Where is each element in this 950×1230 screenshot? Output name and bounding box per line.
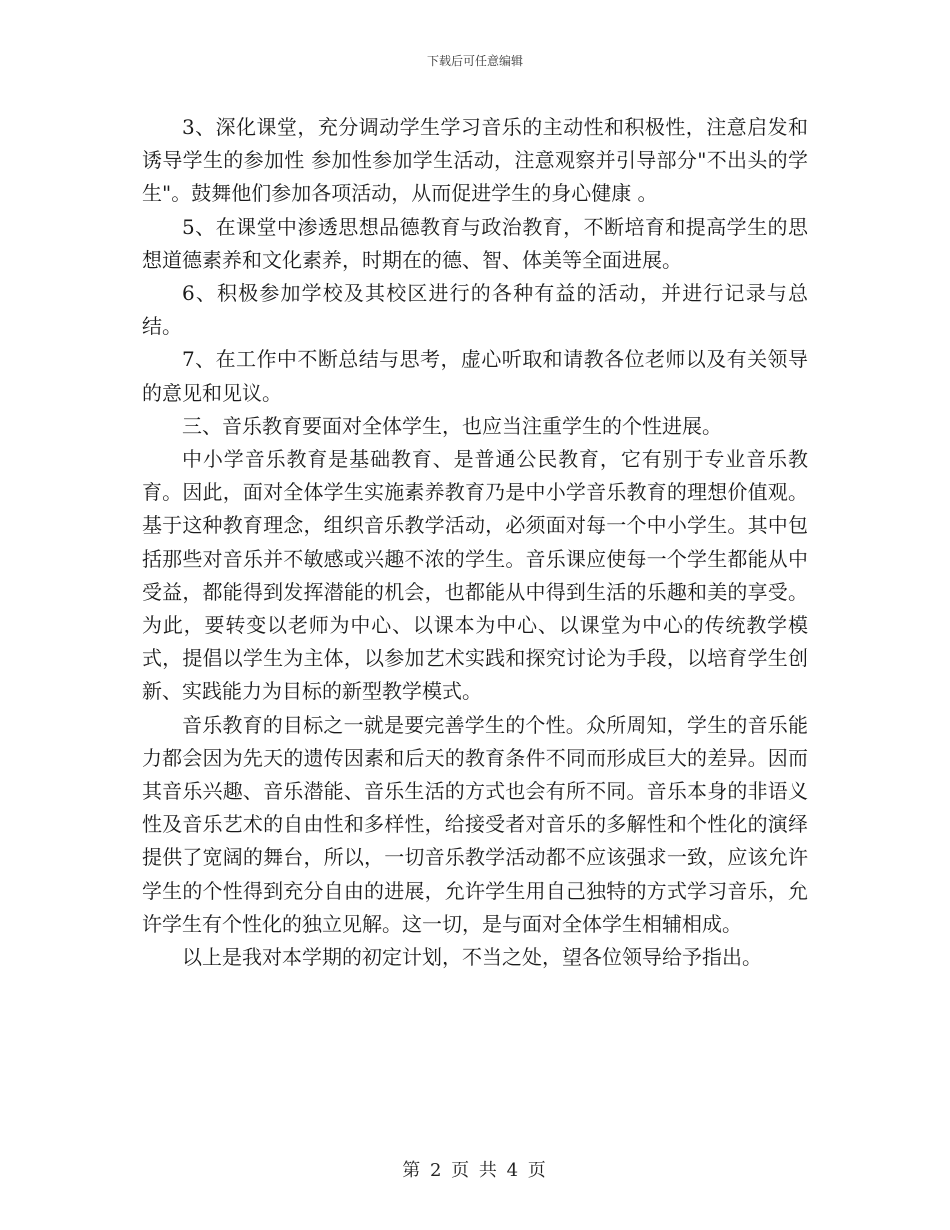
paragraph-music-education: 中小学音乐教育是基础教育、是普通公民教育，它有别于专业音乐教育。因此，面对全体学生实施素养教育乃是中小学音乐教育的理想价值观。基于这种教育理念，组织音乐教学活动，必须面对每一个中小学生。其中包括那些对音乐并不敏感或兴趣不浓的学生。音乐课应使每一个学生都能从中受益，都能得到发挥潜能的机会，也都能从中得到生活的乐趣和美的享受。为此，要转变以老师为中心、以课本为中心、以课堂为中心的传统教学模式，提倡以学生为主体，以参加艺术实践和探究讨论为手段，以培育学生创新、实践能力为目标的新型教学模式。	[142, 447, 808, 704]
paragraph-item-7: 7、在工作中不断总结与思考，虚心听取和请教各位老师以及有关领导的意见和见议。	[142, 347, 808, 405]
document-body	[142, 111, 808, 974]
paragraph-closing: 以上是我对本学期的初定计划，不当之处，望各位领导给予指出。	[182, 945, 762, 970]
page-number-footer: 第 2 页 共 4 页	[402, 1160, 548, 1181]
paragraph-item-3: 3、深化课堂，充分调动学生学习音乐的主动性和积极性，注意启发和诱导学生的参加性 参加性参加学生活动，注意观察并引导部分"不出头的学生"。鼓舞他们参加各项活动，从而促进学生的身心健康 。	[142, 115, 808, 206]
paragraph-item-6: 6、积极参加学校及其校区进行的各种有益的活动，并进行记录与总结。	[142, 281, 808, 339]
page-header: 下载后可任意编辑	[426, 54, 523, 68]
paragraph-personality: 音乐教育的目标之一就是要完善学生的个性。众所周知，学生的音乐能力都会因为先天的遗传因素和后天的教育条件不同而形成巨大的差异。因而其音乐兴趣、音乐潜能、音乐生活的方式也会有所不同。音乐本身的非语义性及音乐艺术的自由性和多样性，给接受者对音乐的多解性和个性化的演绎提供了宽阔的舞台，所以，一切音乐教学活动都不应该强求一致，应该允许学生的个性得到充分自由的进展，允许学生用自己独特的方式学习音乐，允许学生有个性化的独立见解。这一切，是与面对全体学生相辅相成。	[142, 712, 808, 936]
paragraph-item-5: 5、在课堂中渗透思想品德教育与政治教育，不断培育和提高学生的思想道德素养和文化素养，时期在的德、智、体美等全面进展。	[142, 214, 808, 272]
section-heading-three: 三、音乐教育要面对全体学生，也应当注重学生的个性进展。	[182, 413, 722, 438]
